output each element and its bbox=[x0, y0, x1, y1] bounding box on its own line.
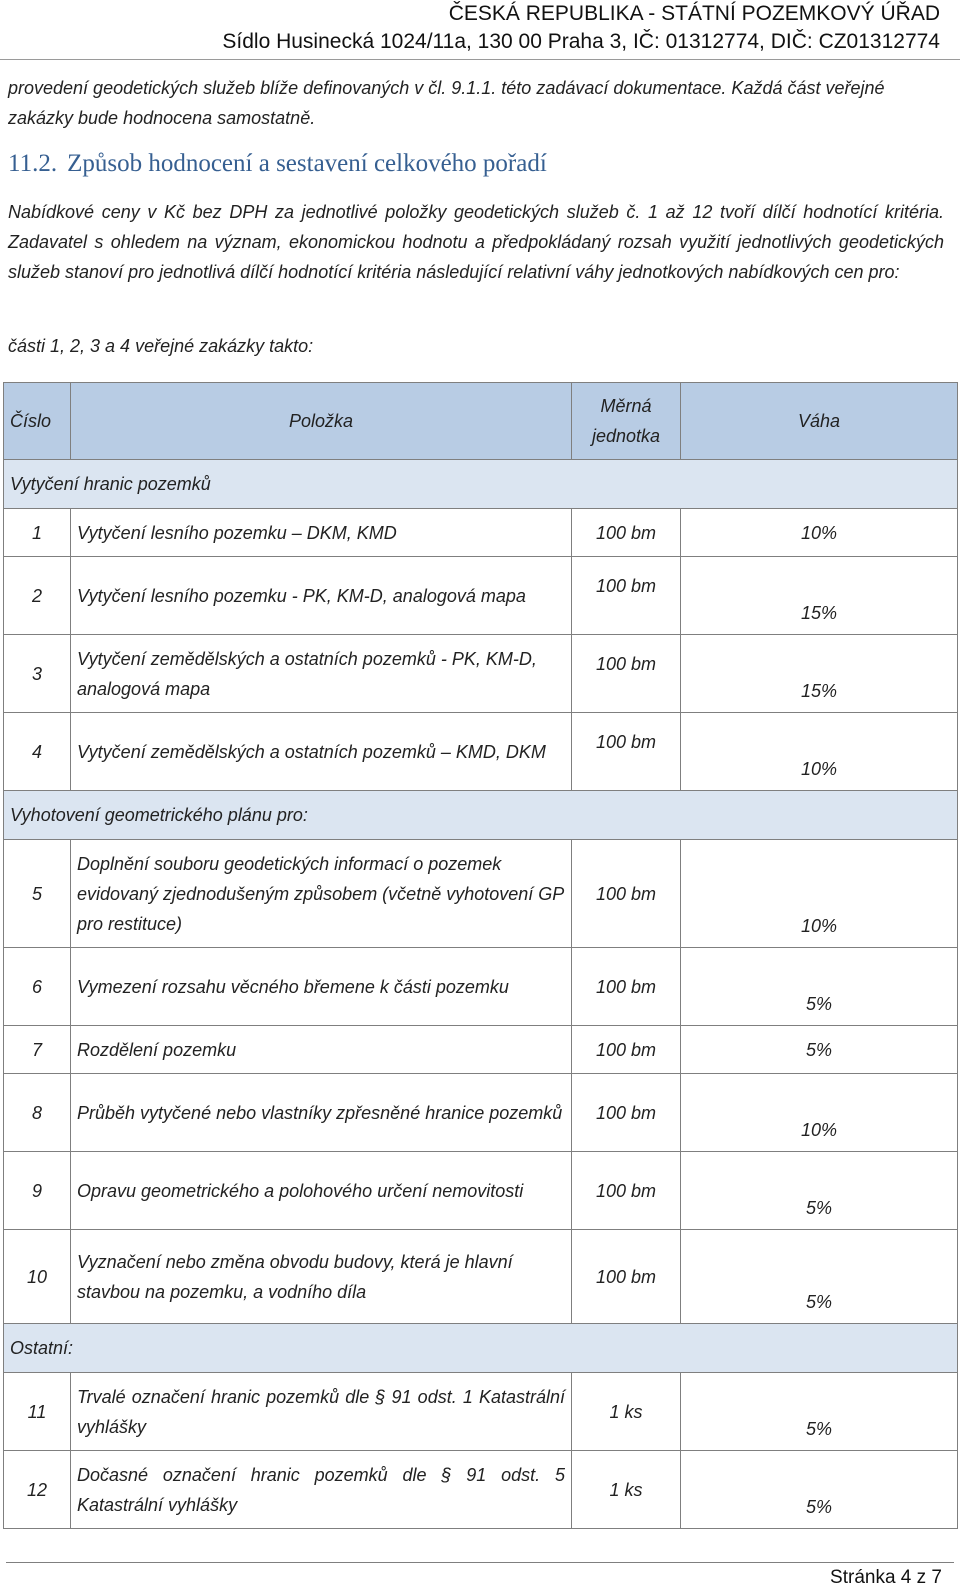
table-row bbox=[4, 1074, 958, 1152]
table-row bbox=[4, 713, 958, 791]
row-unit: 100 bm bbox=[572, 1026, 681, 1074]
group-label: Vyhotovení geometrického plánu pro: bbox=[4, 791, 958, 840]
row-item: Doplnění souboru geodetických informací o pozemek evidovaný zjednodušeným způsobem (včetně vyhotovení GP pro restituce) bbox=[71, 840, 572, 948]
row-item: Trvalé označení hranic pozemků dle § 91 odst. 1 Katastrální vyhlášky bbox=[71, 1373, 572, 1451]
row-item: Rozdělení pozemku bbox=[71, 1026, 572, 1074]
row-item: Vytyčení lesního pozemku – DKM, KMD bbox=[71, 509, 572, 557]
section-number: 11.2. bbox=[8, 150, 58, 177]
row-unit: 100 bm bbox=[572, 635, 681, 713]
row-unit: 100 bm bbox=[572, 1230, 681, 1324]
header-office-address: Sídlo Husinecká 1024/11a, 130 00 Praha 3, IČ: 01312774, DIČ: CZ01312774 bbox=[222, 30, 940, 53]
row-number: 11 bbox=[4, 1373, 71, 1451]
row-item: Dočasné označení hranic pozemků dle § 91 odst. 5 Katastrální vyhlášky bbox=[71, 1451, 572, 1529]
row-unit: 100 bm bbox=[572, 557, 681, 635]
evaluation-paragraph: Nabídkové ceny v Kč bez DPH za jednotlivé položky geodetických služeb č. 1 až 12 tvoří dílčí hodnotící kritéria. Zadavatel s ohledem na význam, ekonomickou hodnotu a předpokládaný rozsah využití jednotlivých geodetických služeb stanoví pro jednotlivá dílčí hodnotící kritéria následující relativní váhy jednotkových nabídkových cen pro: bbox=[8, 202, 944, 282]
row-weight: 10% bbox=[681, 840, 958, 948]
row-unit: 100 bm bbox=[572, 1074, 681, 1152]
row-number: 2 bbox=[4, 557, 71, 635]
row-weight: 10% bbox=[681, 713, 958, 791]
row-number: 6 bbox=[4, 948, 71, 1026]
parts-label: části 1, 2, 3 a 4 veřejné zakázky takto: bbox=[8, 336, 314, 356]
header-divider bbox=[0, 59, 960, 60]
row-number: 1 bbox=[4, 509, 71, 557]
row-unit: 1 ks bbox=[572, 1373, 681, 1451]
row-weight: 5% bbox=[681, 1451, 958, 1529]
row-unit: 100 bm bbox=[572, 713, 681, 791]
row-weight: 10% bbox=[681, 1074, 958, 1152]
row-number: 8 bbox=[4, 1074, 71, 1152]
table-row bbox=[4, 557, 958, 635]
row-item: Vyznačení nebo změna obvodu budovy, která je hlavní stavbou na pozemku, a vodního díla bbox=[71, 1230, 572, 1324]
header-item: Položka bbox=[71, 383, 572, 460]
page-number: Stránka 4 z 7 bbox=[830, 1567, 942, 1588]
row-weight: 5% bbox=[681, 1152, 958, 1230]
table-row bbox=[4, 1230, 958, 1324]
row-unit: 100 bm bbox=[572, 948, 681, 1026]
row-unit: 100 bm bbox=[572, 1152, 681, 1230]
table-row bbox=[4, 1373, 958, 1451]
row-number: 3 bbox=[4, 635, 71, 713]
row-number: 9 bbox=[4, 1152, 71, 1230]
row-unit: 100 bm bbox=[572, 840, 681, 948]
row-item: Opravu geometrického a polohového určení nemovitosti bbox=[71, 1152, 572, 1230]
group-label: Ostatní: bbox=[4, 1324, 958, 1373]
table-row bbox=[4, 1026, 958, 1074]
section-heading bbox=[8, 150, 547, 178]
section-title: Způsob hodnocení a sestavení celkového pořadí bbox=[67, 150, 547, 177]
table-row bbox=[4, 635, 958, 713]
row-item: Vytyčení lesního pozemku - PK, KM-D, analogová mapa bbox=[71, 557, 572, 635]
table-row bbox=[4, 948, 958, 1026]
row-number: 4 bbox=[4, 713, 71, 791]
row-number: 10 bbox=[4, 1230, 71, 1324]
row-item: Vytyčení zemědělských a ostatních pozemků - PK, KM-D, analogová mapa bbox=[71, 635, 572, 713]
page-header bbox=[222, 0, 940, 56]
row-weight: 5% bbox=[681, 1230, 958, 1324]
group-row bbox=[4, 460, 958, 509]
header-weight: Váha bbox=[681, 383, 958, 460]
group-label: Vytyčení hranic pozemků bbox=[4, 460, 958, 509]
table-header-row bbox=[4, 383, 958, 460]
criteria-table bbox=[3, 382, 958, 1529]
group-row bbox=[4, 1324, 958, 1373]
row-weight: 5% bbox=[681, 948, 958, 1026]
row-number: 12 bbox=[4, 1451, 71, 1529]
group-row bbox=[4, 791, 958, 840]
row-item: Vymezení rozsahu věcného břemene k části pozemku bbox=[71, 948, 572, 1026]
row-number: 7 bbox=[4, 1026, 71, 1074]
table-row bbox=[4, 1152, 958, 1230]
header-office-name: ČESKÁ REPUBLIKA - STÁTNÍ POZEMKOVÝ ÚŘAD bbox=[448, 2, 940, 25]
table-row bbox=[4, 1451, 958, 1529]
header-unit: Měrná jednotka bbox=[572, 383, 681, 460]
row-weight: 5% bbox=[681, 1026, 958, 1074]
row-weight: 15% bbox=[681, 557, 958, 635]
row-weight: 10% bbox=[681, 509, 958, 557]
header-number: Číslo bbox=[4, 383, 71, 460]
footer-divider bbox=[6, 1562, 954, 1563]
row-item: Vytyčení zemědělských a ostatních pozemků – KMD, DKM bbox=[71, 713, 572, 791]
row-weight: 15% bbox=[681, 635, 958, 713]
row-number: 5 bbox=[4, 840, 71, 948]
row-item: Průběh vytyčené nebo vlastníky zpřesněné hranice pozemků bbox=[71, 1074, 572, 1152]
row-unit: 100 bm bbox=[572, 509, 681, 557]
intro-paragraph: provedení geodetických služeb blíže definovaných v čl. 9.1.1. této zadávací dokumentace. Každá část veřejné zakázky bude hodnocena samostatně. bbox=[8, 78, 885, 128]
table-row bbox=[4, 840, 958, 948]
row-weight: 5% bbox=[681, 1373, 958, 1451]
table-row bbox=[4, 509, 958, 557]
row-unit: 1 ks bbox=[572, 1451, 681, 1529]
